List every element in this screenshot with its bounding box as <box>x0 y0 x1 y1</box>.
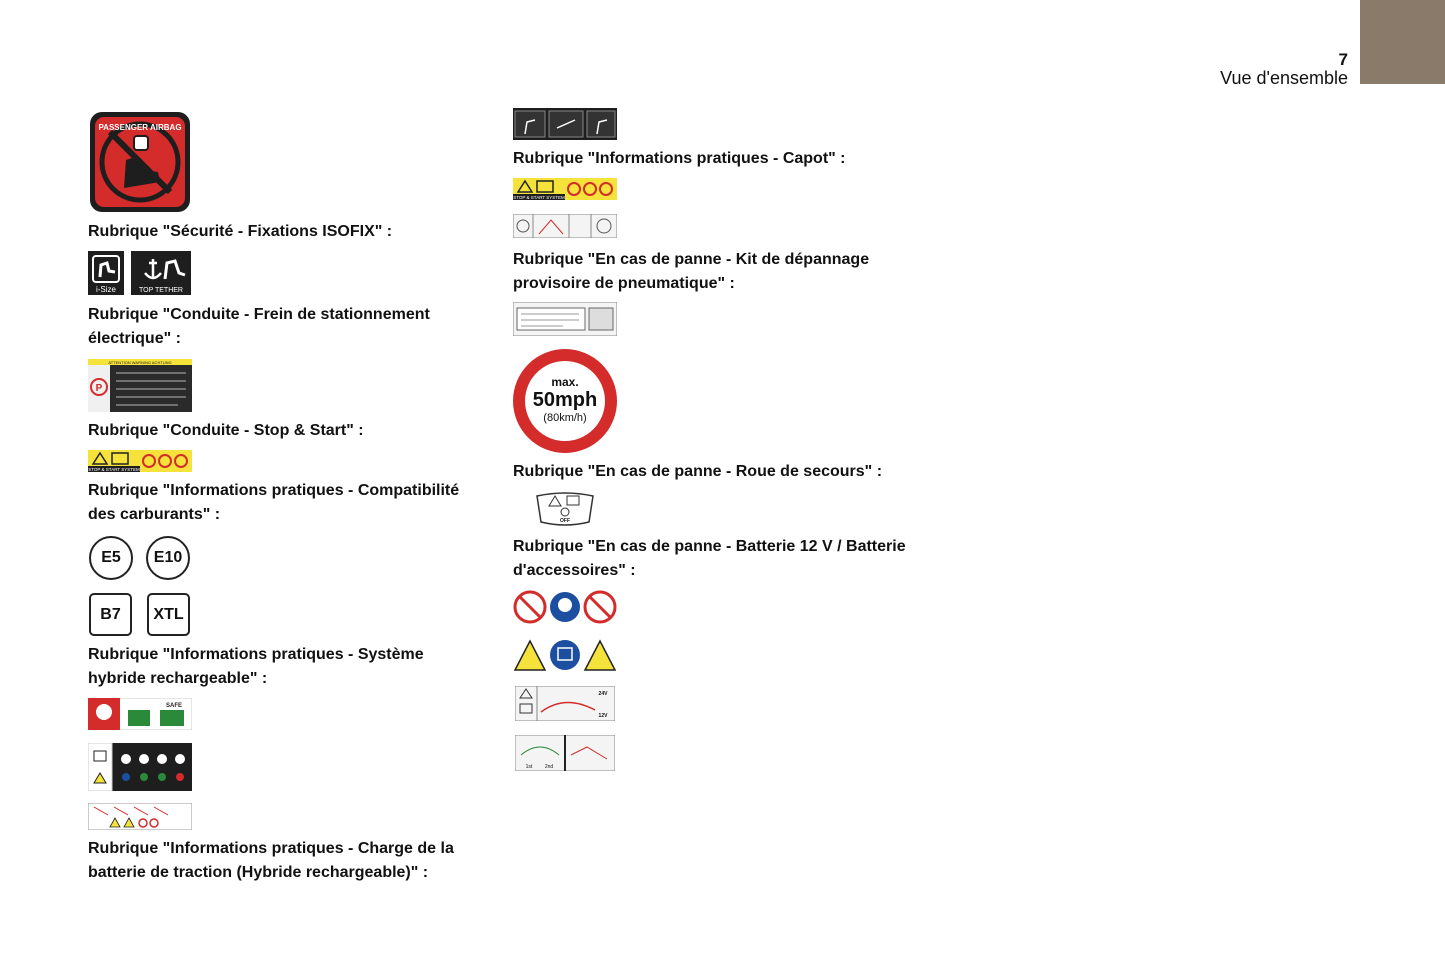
spare-off-text: OFF <box>560 518 570 524</box>
spare-wheel-heading: Rubrique "En cas de panne - Roue de secours" : <box>513 463 883 480</box>
fuel-compat-heading: Rubrique "Informations pratiques - Compatibilité des carburants" : <box>88 482 460 523</box>
hood-stop-start-label-icon <box>513 178 617 200</box>
battery-connection-label-icon <box>515 735 615 771</box>
isize-label: i-Size <box>95 285 117 294</box>
stop-start-heading: Rubrique "Conduite - Stop & Start" : <box>88 422 364 439</box>
page-title: Vue d'ensemble <box>1220 68 1348 88</box>
charge-warning-strip-icon <box>88 803 192 830</box>
hood-heading: Rubrique "Informations pratiques - Capot" : <box>513 150 846 167</box>
isofix-heading: Rubrique "Sécurité - Fixations ISOFIX" : <box>88 223 393 240</box>
parking-label-text: ATTENTION WARNING ACHTUNG <box>108 360 172 365</box>
top-tether-icon <box>131 251 191 295</box>
hybrid-safe-text: SAFE <box>165 703 183 709</box>
tyre-repair-kit-label-icon <box>513 302 617 336</box>
page-number: 7 <box>1338 50 1348 69</box>
battery-12v-text: 12V <box>598 713 608 719</box>
hood-stop-start-text: STOP & START SYSTEM <box>513 195 565 200</box>
parking-brake-heading: Rubrique "Conduite - Frein de stationnement électrique" : <box>88 306 430 347</box>
speed-sign-max: max. <box>551 375 579 389</box>
battery-jumpstart-label-icon <box>515 686 615 721</box>
parking-brake-warning-label-icon <box>88 359 192 412</box>
fuel-e5-badge: E5 <box>89 536 133 580</box>
tyre-repair-kit-heading: Rubrique "En cas de panne - Kit de dépannage provisoire de pneumatique" : <box>513 251 870 292</box>
fuel-b7-badge: B7 <box>89 593 132 636</box>
battery-warning-icons <box>513 638 617 672</box>
isize-seat-icon <box>88 251 124 295</box>
top-tether-label: TOP TETHER <box>139 287 183 294</box>
fuel-e10-badge: E10 <box>146 536 190 580</box>
passenger-airbag-label-icon <box>88 110 192 214</box>
hybrid-system-heading: Rubrique "Informations pratiques - Système hybride rechargeable" : <box>88 646 424 687</box>
speed-sign-kmh: (80km/h) <box>543 412 587 424</box>
speed-sign-mph: 50mph <box>532 389 598 411</box>
airbag-label-text: PASSENGER AIRBAG <box>98 123 182 132</box>
hood-safety-label-icon <box>513 108 617 140</box>
hood-procedure-label-icon <box>513 214 617 238</box>
traction-battery-heading: Rubrique "Informations pratiques - Charge de la batterie de traction (Hybride rechargeable)" : <box>88 840 454 881</box>
stop-start-label-text: STOP & START SYSTEM <box>88 467 140 472</box>
svg-text:P: P <box>95 383 103 394</box>
battery-prohibition-icons <box>513 590 617 624</box>
spare-wheel-label-icon <box>535 492 595 526</box>
speed-limit-sign-icon <box>513 349 617 453</box>
stop-start-label-icon <box>88 450 192 472</box>
battery-24v-text: 24V <box>598 691 608 697</box>
battery-second-text: 2nd <box>544 764 554 770</box>
hybrid-safety-label-icon <box>88 698 192 730</box>
fuel-xtl-badge: XTL <box>147 593 190 636</box>
chapter-tab <box>1360 0 1445 84</box>
battery-12v-heading: Rubrique "En cas de panne - Batterie 12 V / Batterie d'accessoires" : <box>513 538 906 579</box>
battery-first-text: 1st <box>525 764 533 770</box>
hybrid-charge-status-icon <box>88 743 192 791</box>
